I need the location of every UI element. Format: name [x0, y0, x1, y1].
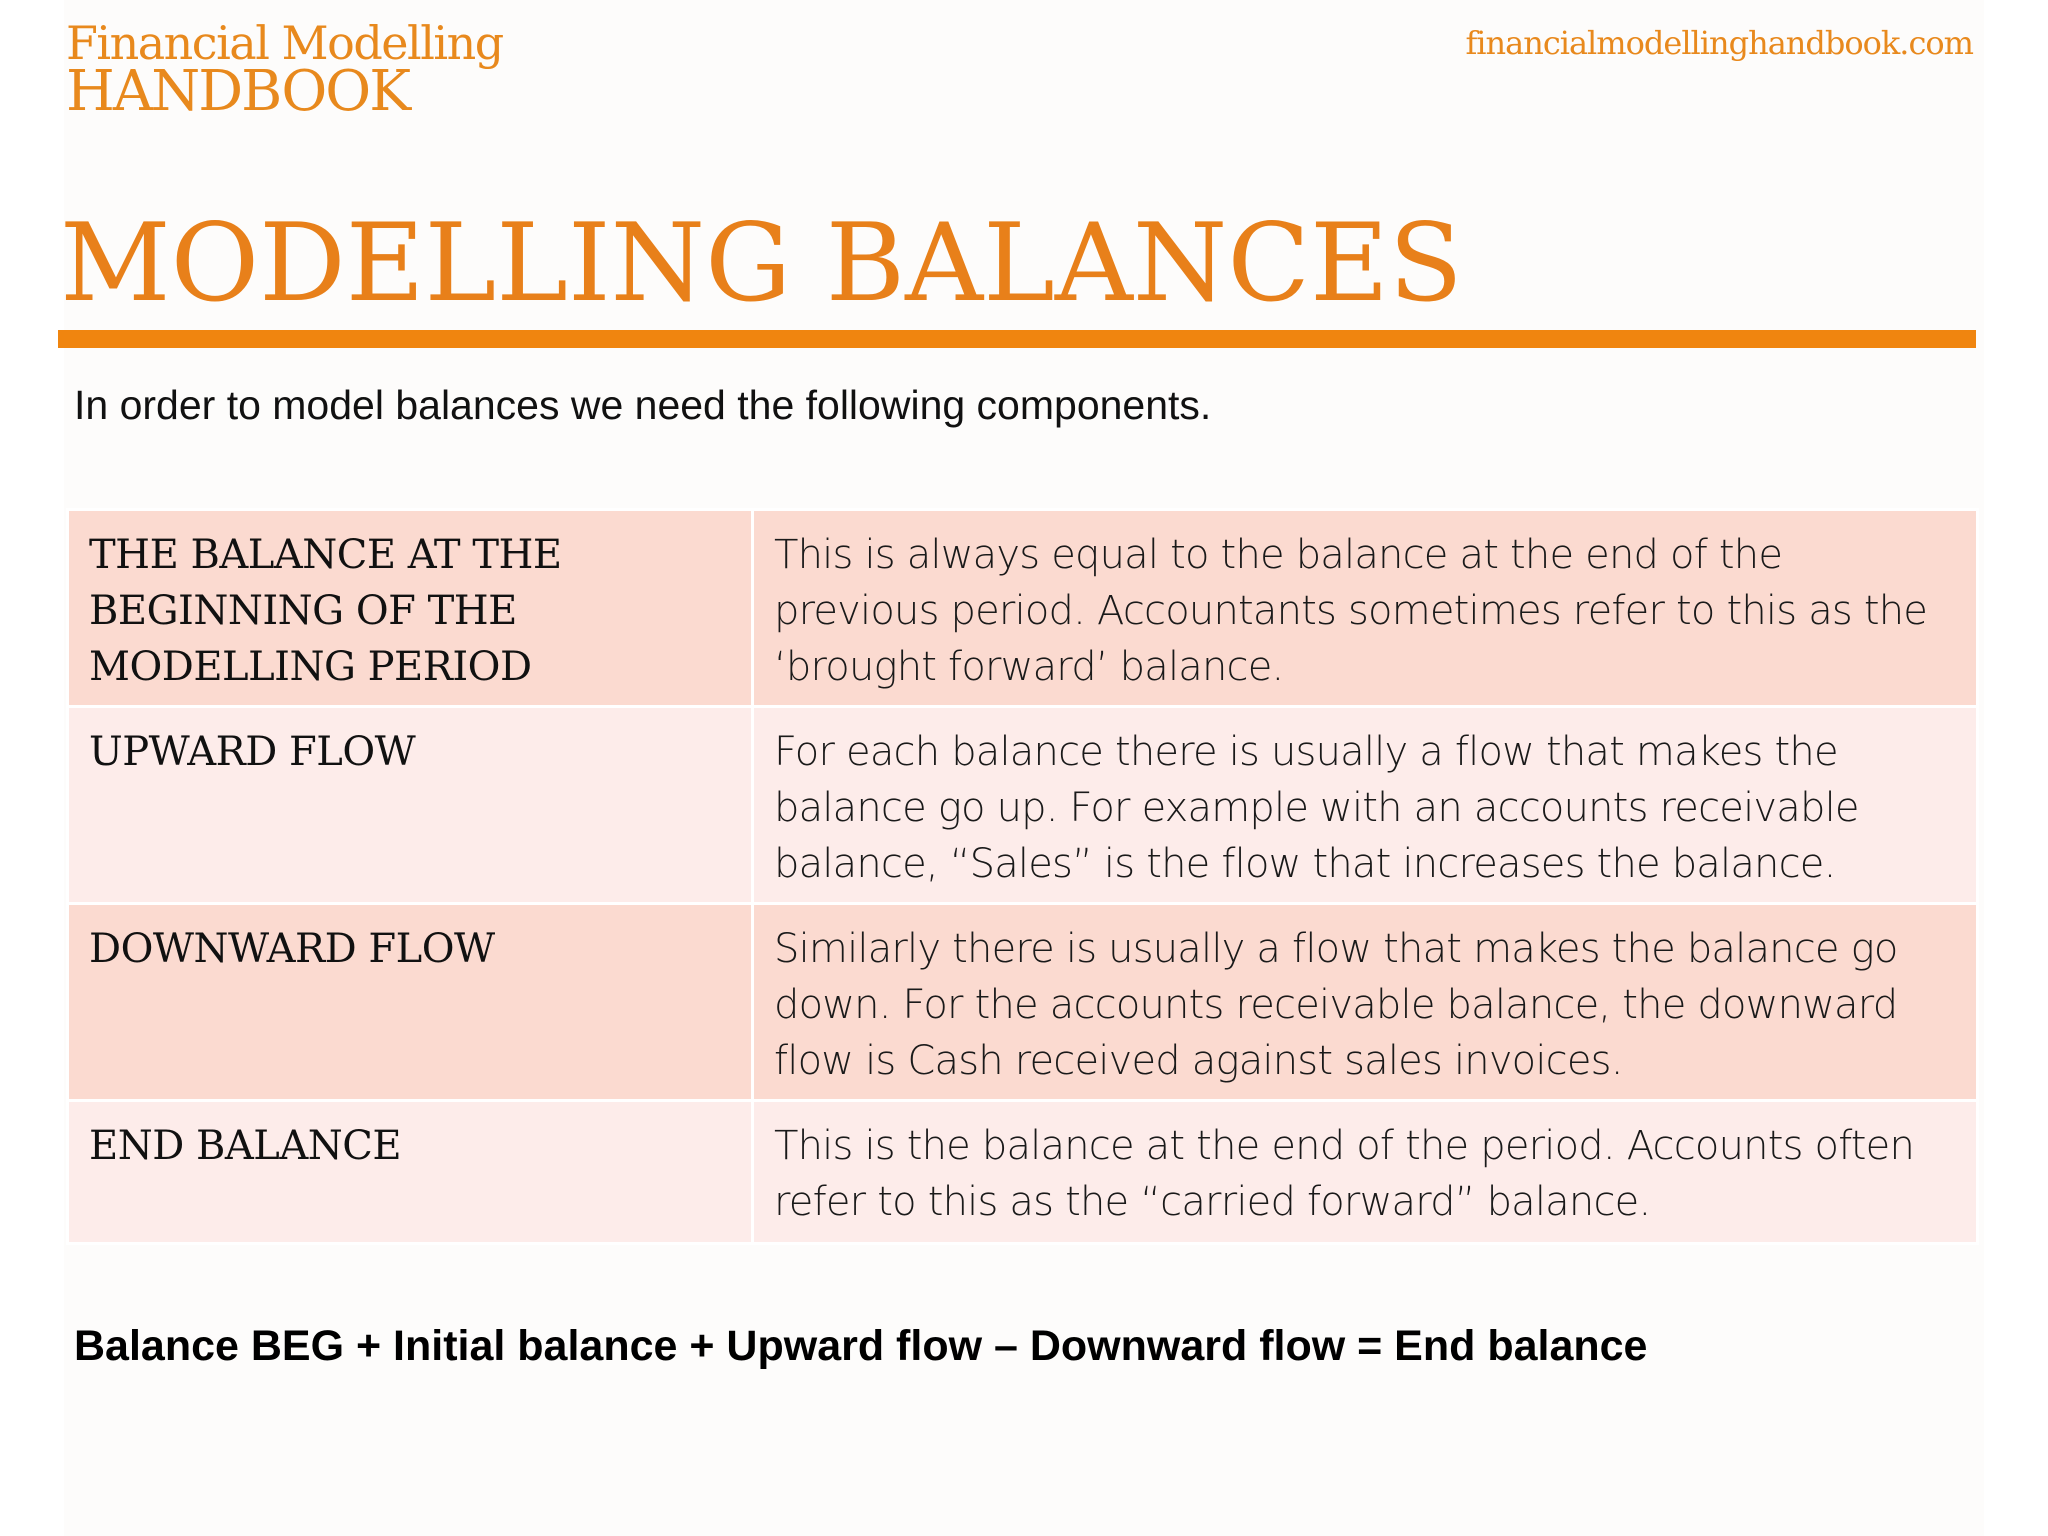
title-underline [58, 330, 1976, 348]
table-row [68, 904, 1978, 1101]
description-cell: For each balance there is usually a flow that makes the balance go up. For example with an accounts receivable balance, “Sales” is the flow that increases the balance. [753, 707, 1978, 904]
term-cell: DOWNWARD FLOW [68, 904, 753, 1101]
brand-logo [66, 16, 503, 124]
description-cell: This is the balance at the end of the period. Accounts often refer to this as the “carried forward” balance. [753, 1101, 1978, 1244]
site-url: financialmodellinghandbook.com [1465, 24, 1973, 62]
components-table [66, 508, 1979, 1245]
table-row [68, 707, 1978, 904]
description-cell: Similarly there is usually a flow that makes the balance go down. For the accounts receivable balance, the downward flow is Cash received against sales invoices. [753, 904, 1978, 1101]
description-cell: This is always equal to the balance at the end of the previous period. Accountants sometimes refer to this as the ‘brought forward’ balance. [753, 510, 1978, 707]
table-row [68, 1101, 1978, 1244]
term-cell: UPWARD FLOW [68, 707, 753, 904]
brand-line-1: Financial Modelling [66, 16, 503, 70]
term-cell: THE BALANCE AT THE BEGINNING OF THE MODELLING PERIOD [68, 510, 753, 707]
brand-line-2: HANDBOOK [66, 59, 410, 124]
table-row [68, 510, 1978, 707]
page-title: MODELLING BALANCES [60, 201, 1463, 326]
balance-formula: Balance BEG + Initial balance + Upward flow – Downward flow = End balance [74, 1322, 1648, 1370]
term-cell: END BALANCE [68, 1101, 753, 1244]
intro-text: In order to model balances we need the following components. [74, 382, 1212, 428]
